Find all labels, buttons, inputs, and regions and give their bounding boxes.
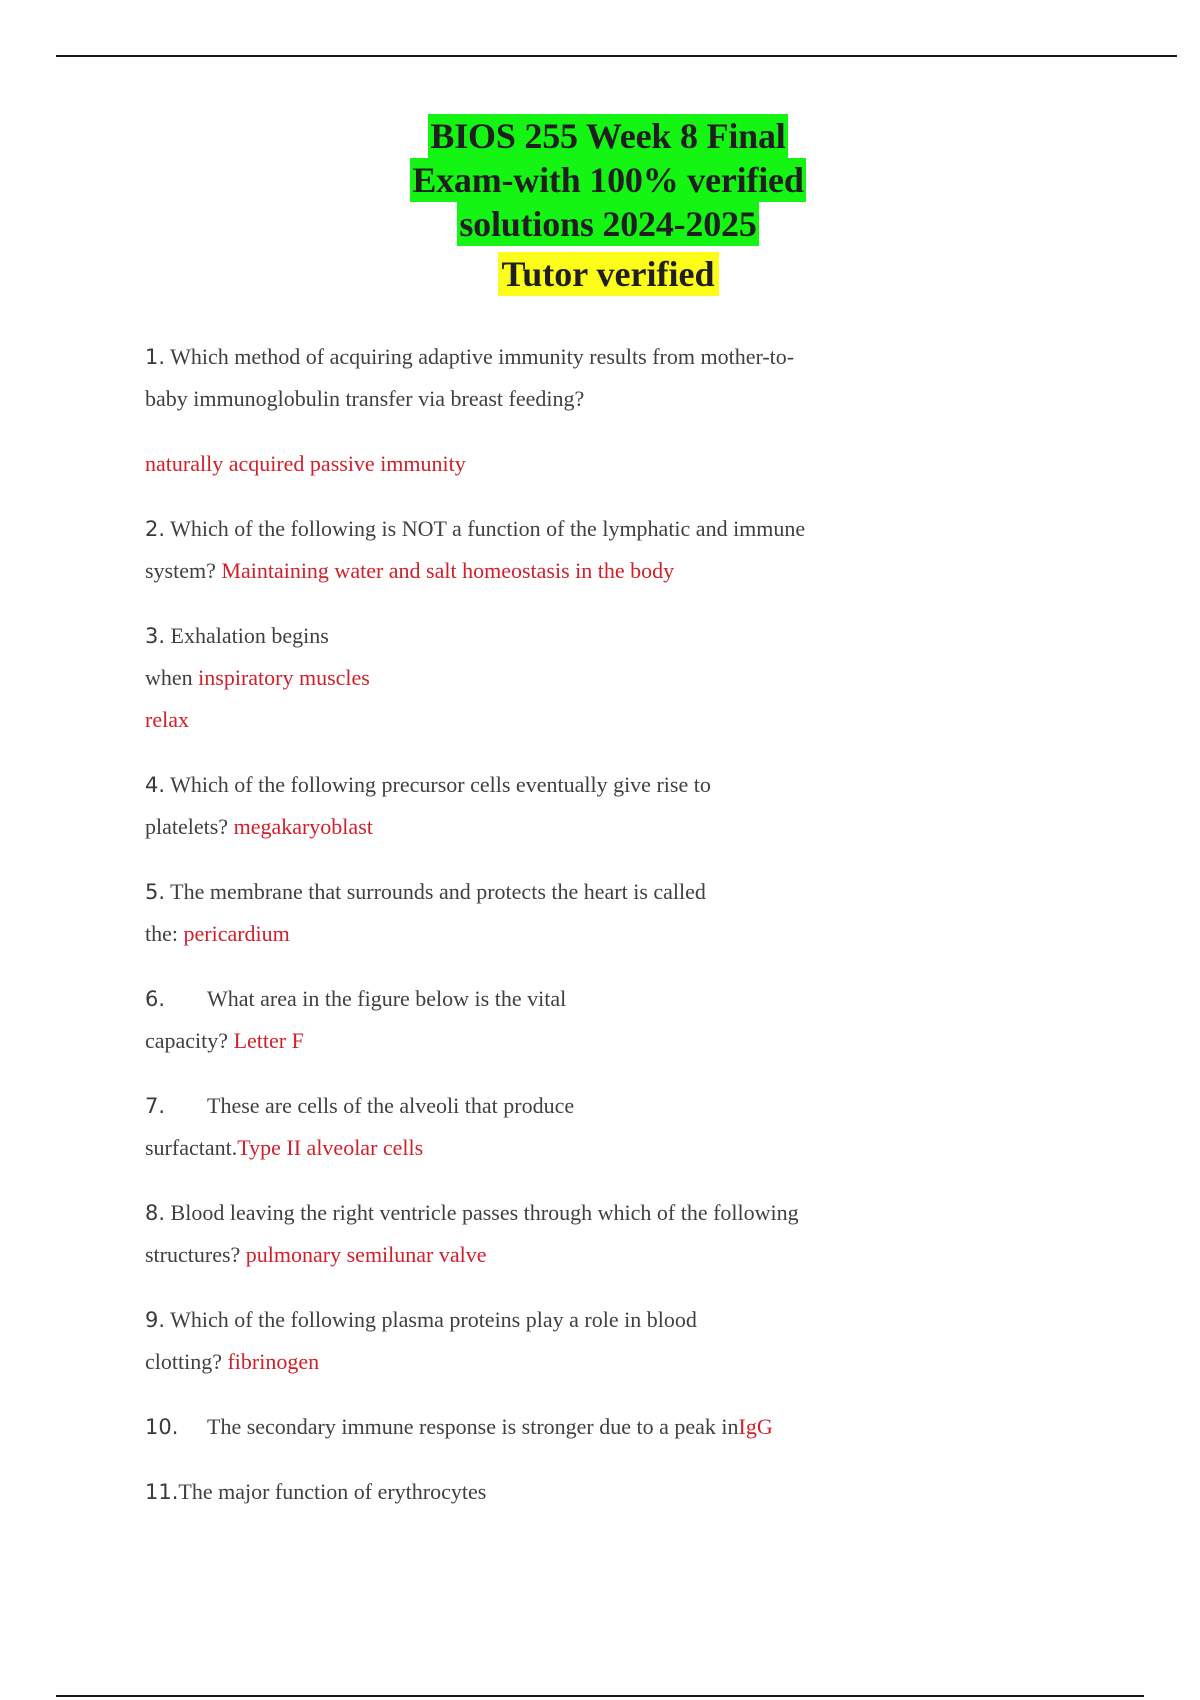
document-title	[0, 114, 1200, 296]
question-number: 5.	[145, 880, 166, 904]
question-number: 10.	[145, 1415, 179, 1439]
answer-text: pericardium	[183, 921, 290, 946]
question-text: Which of the following plasma proteins play a role in blood	[170, 1307, 697, 1332]
question-4	[145, 764, 905, 848]
question-6	[145, 978, 905, 1062]
title-line-2: Exam-with 100% verified	[412, 160, 804, 200]
question-text: Which of the following is NOT a function of the lymphatic and immune	[170, 516, 806, 541]
question-number: 2.	[145, 517, 166, 541]
question-5	[145, 871, 905, 955]
title-line-3: solutions 2024-2025	[459, 204, 757, 244]
question-text: The secondary immune response is stronger due to a peak in	[207, 1414, 739, 1439]
question-text: when	[145, 665, 193, 690]
answer-text: Type II alveolar cells	[237, 1135, 424, 1160]
question-number: 6.	[145, 987, 166, 1011]
title-line-1: BIOS 255 Week 8 Final	[430, 116, 786, 156]
question-text: What area in the figure below is the vital	[207, 986, 567, 1011]
question-number: 11.	[145, 1480, 179, 1504]
answer-text: relax	[145, 707, 189, 732]
question-text: the:	[145, 921, 178, 946]
question-text: Blood leaving the right ventricle passes through which of the following	[170, 1200, 799, 1225]
question-number: 8.	[145, 1201, 166, 1225]
question-9	[145, 1299, 905, 1383]
question-number: 4.	[145, 773, 166, 797]
question-text: Which method of acquiring adaptive immunity results from mother-to-	[170, 344, 795, 369]
question-text: The major function of erythrocytes	[178, 1479, 487, 1504]
answer-text: Letter F	[233, 1028, 304, 1053]
answer-text: megakaryoblast	[233, 814, 373, 839]
answer-text: pulmonary semilunar valve	[245, 1242, 487, 1267]
question-number: 7.	[145, 1094, 166, 1118]
question-7	[145, 1085, 905, 1169]
question-text: Exhalation begins	[170, 623, 329, 648]
answer-text: inspiratory muscles	[198, 665, 370, 690]
bottom-rule	[56, 1695, 1144, 1697]
question-text: These are cells of the alveoli that produce	[207, 1093, 575, 1118]
answer-text: IgG	[738, 1414, 773, 1439]
question-list	[145, 336, 905, 1536]
question-11	[145, 1471, 905, 1513]
question-text: Which of the following precursor cells eventually give rise to	[170, 772, 711, 797]
question-text: platelets?	[145, 814, 229, 839]
question-number: 3.	[145, 624, 166, 648]
question-text: system?	[145, 558, 216, 583]
question-8	[145, 1192, 905, 1276]
question-text: capacity?	[145, 1028, 229, 1053]
answer-text: Maintaining water and salt homeostasis in the body	[221, 558, 675, 583]
answer-text: naturally acquired passive immunity	[145, 451, 466, 476]
answer-text: fibrinogen	[227, 1349, 320, 1374]
question-3	[145, 615, 905, 741]
question-text: surfactant.	[145, 1135, 238, 1160]
question-text: The membrane that surrounds and protects the heart is called	[170, 879, 706, 904]
subtitle: Tutor verified	[498, 252, 719, 296]
question-text: clotting?	[145, 1349, 222, 1374]
question-1	[145, 336, 905, 485]
question-text: structures?	[145, 1242, 241, 1267]
question-2	[145, 508, 905, 592]
top-rule	[56, 55, 1177, 57]
question-10	[145, 1406, 905, 1448]
question-number: 1.	[145, 345, 166, 369]
question-number: 9.	[145, 1308, 166, 1332]
question-text: baby immunoglobulin transfer via breast feeding?	[145, 386, 585, 411]
